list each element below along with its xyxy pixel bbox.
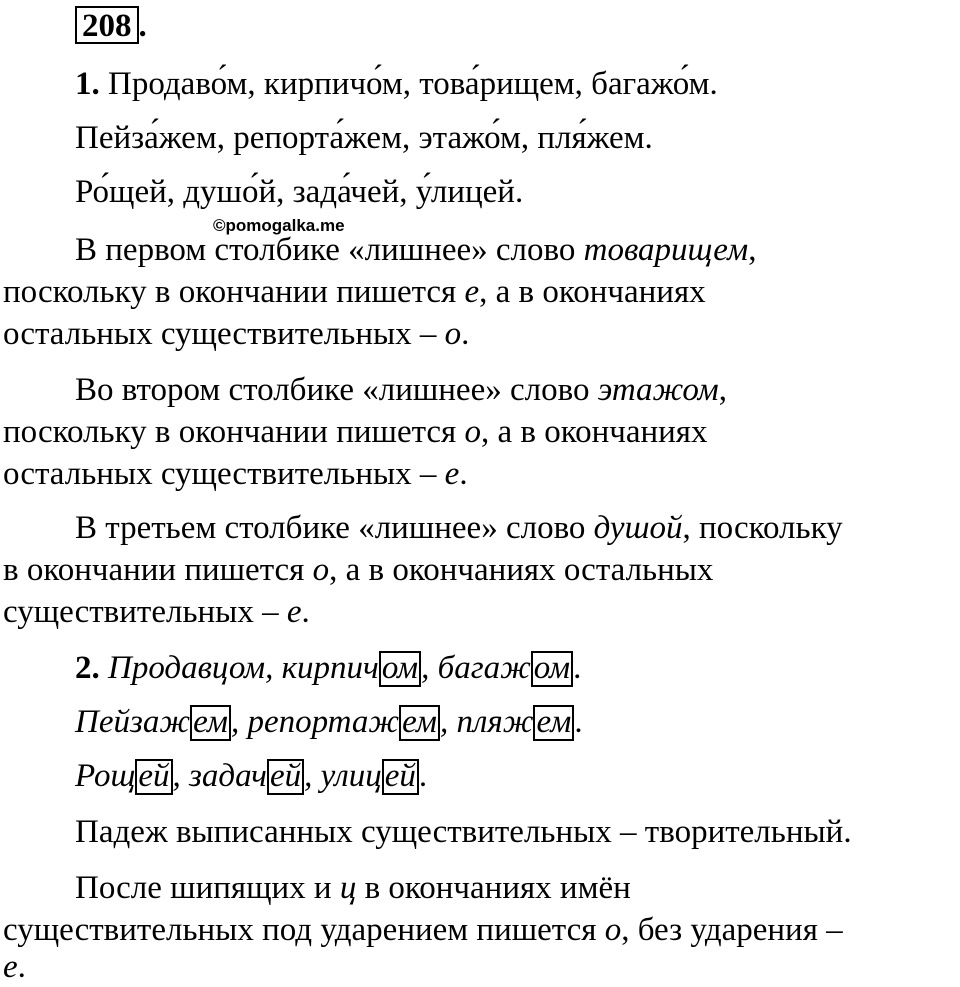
part2-row1 (75, 648, 581, 688)
separator: , (172, 758, 190, 794)
ending-box: ем (190, 705, 231, 741)
p3-l3-a: существительных – (3, 594, 287, 630)
separator: , (440, 704, 457, 740)
word-kirpich-stem: кирпич (281, 650, 379, 686)
part1-row2: Пейза́жем, репорта́жем, этажо́м, пля́жем. (75, 120, 653, 156)
word-peyzazh-stem: Пейзаж (75, 704, 191, 740)
exercise-number-dot: . (138, 8, 147, 44)
rule-l1-a: После шипящих и (75, 870, 340, 906)
part1-row3: Ро́щей, душо́й, зада́чей, у́лицей. (75, 174, 524, 210)
ending-box: ом (379, 651, 421, 687)
p3-l2-letter: о (312, 552, 330, 588)
word-ulic-stem: улиц (320, 758, 382, 794)
p3-l3-letter: е (286, 594, 302, 630)
ending-box: ем (399, 705, 440, 741)
paragraph3-line3 (3, 592, 310, 632)
case-line: Падеж выписанных существительных – творительный. (75, 814, 852, 850)
p1-l3-b: . (461, 316, 470, 352)
p1-l3-a: остальных существительных – (3, 316, 445, 352)
p2-text-a: Во втором столбике «лишнее» слово (75, 372, 598, 408)
separator: , (230, 704, 248, 740)
p1-l2-b: , а в окончаниях (479, 274, 706, 310)
paragraph2-line2 (3, 412, 707, 452)
p1-text-b: , (748, 232, 757, 268)
period: . (418, 758, 428, 794)
word-plyazh-stem: пляж (456, 704, 534, 740)
period: . (574, 704, 583, 740)
ending-box: ей (382, 759, 419, 795)
p2-l3-letter: е (444, 456, 460, 492)
part1-label: 1. (75, 66, 100, 102)
ending-box: ем (533, 705, 574, 741)
paragraph1-line1 (75, 230, 756, 270)
rule-line2 (3, 910, 843, 950)
part1-row1-text: Продаво́м, кирпичо́м, това́рищем, багажо́м. (99, 66, 718, 102)
rule-line1 (75, 868, 631, 908)
part2-label: 2. (75, 650, 100, 686)
word-prodavcom: Продавцом, (99, 650, 282, 686)
ending-box: ей (135, 759, 172, 795)
separator: , (304, 758, 321, 794)
p1-text-a: В первом столбике «лишнее» слово (75, 232, 584, 268)
exercise-number-box: 208 (75, 6, 139, 44)
paragraph2-line1 (75, 370, 727, 410)
p3-text-b: , поскольку (682, 510, 843, 546)
separator: , (421, 650, 438, 686)
watermark: ©pomogalka.me (213, 216, 345, 235)
p2-word: этажом (597, 372, 719, 408)
p3-text-a: В третьем столбике «лишнее» слово (75, 510, 594, 546)
paragraph3-line1 (75, 508, 843, 548)
rule-line3 (3, 947, 26, 987)
p3-l2-a: в окончании пишется (3, 552, 313, 588)
p2-l2-letter: о (464, 414, 481, 450)
period: . (573, 650, 582, 686)
p1-l3-letter: о (444, 316, 462, 352)
p1-l2-a: поскольку в окончании пишется (3, 274, 465, 310)
paragraph2-line3 (3, 454, 468, 494)
p2-text-b: , (718, 372, 727, 408)
rule-l2-a: существительных под ударением пишется (3, 912, 605, 948)
ending-box: ей (267, 759, 304, 795)
rule-l2-letter: о (604, 912, 622, 948)
exercise-number (75, 6, 147, 42)
p2-l2-b: , а в окончаниях (480, 414, 708, 450)
paragraph3-line2 (3, 550, 713, 590)
rule-l2-b: , без ударения – (621, 912, 843, 948)
word-bagazh-stem: багаж (437, 650, 531, 686)
ending-box: ом (531, 651, 573, 687)
rule-l1-letter: ц (339, 870, 357, 906)
paragraph1-line2 (3, 272, 706, 312)
paragraph1-line3 (3, 314, 469, 354)
p2-l2-a: поскольку в окончании пишется (3, 414, 465, 450)
word-reportazh-stem: репортаж (247, 704, 400, 740)
p1-word: товарищем (583, 232, 749, 268)
p1-l2-letter: е (464, 274, 480, 310)
part1-row1 (75, 64, 718, 104)
rule-l1-b: в окончаниях имён (356, 870, 631, 906)
word-zadach-stem: задач (189, 758, 267, 794)
rule-l3-letter: е (3, 949, 18, 985)
p3-l3-b: . (301, 594, 310, 630)
part2-row3 (75, 756, 427, 796)
p3-word: душой (593, 510, 683, 546)
p3-l2-b: , а в окончаниях остальных (329, 552, 714, 588)
part2-row2 (75, 702, 583, 742)
p2-l3-b: . (459, 456, 468, 492)
rule-l3-dot: . (17, 949, 26, 985)
word-roshch-stem: Рощ (75, 758, 136, 794)
p2-l3-a: остальных существительных – (3, 456, 445, 492)
